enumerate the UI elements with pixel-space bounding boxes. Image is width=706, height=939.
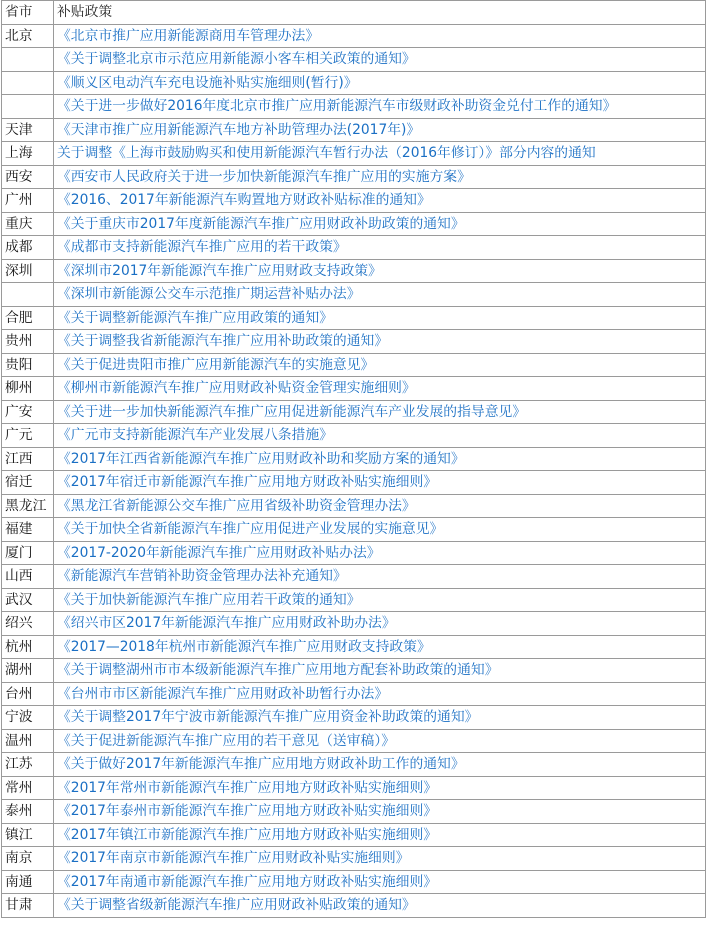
city-cell: 黑龙江 <box>2 494 54 518</box>
table-row <box>2 165 706 189</box>
city-cell <box>2 48 54 72</box>
city-cell: 深圳 <box>2 259 54 283</box>
table-row <box>2 118 706 142</box>
policy-link[interactable]: 《绍兴市区2017年新能源汽车推广应用财政补助办法》 <box>57 615 396 632</box>
table-row <box>2 847 706 871</box>
policy-link[interactable]: 《关于进一步加快新能源汽车推广应用促进新能源汽车产业发展的指导意见》 <box>57 403 527 420</box>
table-row <box>2 400 706 424</box>
policy-cell <box>54 48 706 72</box>
table-row <box>2 377 706 401</box>
policy-link[interactable]: 《2017年宿迁市新能源汽车推广应用地方财政补贴实施细则》 <box>57 474 438 491</box>
table-header-row <box>2 1 706 25</box>
city-cell: 广安 <box>2 400 54 424</box>
policy-cell <box>54 236 706 260</box>
policy-link[interactable]: 《关于加快全省新能源汽车推广应用促进产业发展的实施意见》 <box>57 521 444 538</box>
city-cell: 台州 <box>2 682 54 706</box>
policy-link[interactable]: 《关于调整湖州市市本级新能源汽车推广应用地方配套补助政策的通知》 <box>57 662 499 679</box>
table-row <box>2 142 706 166</box>
policy-link[interactable]: 《关于重庆市2017年度新能源汽车推广应用财政补助政策的通知》 <box>57 215 465 232</box>
city-cell: 甘肃 <box>2 894 54 918</box>
policy-cell <box>54 118 706 142</box>
policy-cell <box>54 95 706 119</box>
policy-link[interactable]: 《2017年镇江市新能源汽车推广应用地方财政补贴实施细则》 <box>57 826 438 843</box>
policy-cell <box>54 541 706 565</box>
table-row <box>2 471 706 495</box>
table-row <box>2 236 706 260</box>
policy-link[interactable]: 《关于调整2017年宁波市新能源汽车推广应用资金补助政策的通知》 <box>57 709 479 726</box>
policy-link[interactable]: 《新能源汽车营销补助资金管理办法补充通知》 <box>57 568 347 585</box>
policy-cell <box>54 612 706 636</box>
table-row <box>2 24 706 48</box>
city-cell: 广元 <box>2 424 54 448</box>
city-cell: 江苏 <box>2 753 54 777</box>
policy-link[interactable]: 《2017-2020年新能源汽车推广应用财政补贴办法》 <box>57 544 381 561</box>
policy-cell <box>54 823 706 847</box>
city-cell: 江西 <box>2 447 54 471</box>
table-row <box>2 48 706 72</box>
city-cell: 广州 <box>2 189 54 213</box>
table-row <box>2 682 706 706</box>
policy-link[interactable]: 《广元市支持新能源汽车产业发展八条措施》 <box>57 427 333 444</box>
policy-link[interactable]: 《关于加快新能源汽车推广应用若干政策的通知》 <box>57 591 361 608</box>
city-cell: 柳州 <box>2 377 54 401</box>
city-cell: 山西 <box>2 565 54 589</box>
city-cell <box>2 283 54 307</box>
table-row <box>2 71 706 95</box>
table-row <box>2 729 706 753</box>
city-cell: 贵阳 <box>2 353 54 377</box>
city-cell: 南通 <box>2 870 54 894</box>
policy-link[interactable]: 《2017年常州市新能源汽车推广应用地方财政补贴实施细则》 <box>57 779 438 796</box>
table-row <box>2 706 706 730</box>
policy-cell <box>54 588 706 612</box>
policy-cell <box>54 894 706 918</box>
table-row <box>2 283 706 307</box>
city-cell: 温州 <box>2 729 54 753</box>
city-cell: 绍兴 <box>2 612 54 636</box>
city-cell: 厦门 <box>2 541 54 565</box>
policy-cell <box>54 847 706 871</box>
city-cell: 南京 <box>2 847 54 871</box>
city-cell: 成都 <box>2 236 54 260</box>
city-cell: 贵州 <box>2 330 54 354</box>
policy-link[interactable]: 《北京市推广应用新能源商用车管理办法》 <box>57 27 320 44</box>
table-row <box>2 259 706 283</box>
policy-link[interactable]: 《顺义区电动汽车充电设施补贴实施细则(暂行)》 <box>57 74 358 91</box>
table-row <box>2 424 706 448</box>
policy-link[interactable]: 《2017年泰州市新能源汽车推广应用地方财政补贴实施细则》 <box>57 803 438 820</box>
city-cell: 宿迁 <box>2 471 54 495</box>
policy-link[interactable]: 《关于促进新能源汽车推广应用的若干意见（送审稿）》 <box>57 732 396 749</box>
policy-cell <box>54 71 706 95</box>
city-cell: 重庆 <box>2 212 54 236</box>
policy-link[interactable]: 《关于调整北京市示范应用新能源小客车相关政策的通知》 <box>57 51 416 68</box>
table-row <box>2 518 706 542</box>
policy-cell <box>54 353 706 377</box>
city-cell: 合肥 <box>2 306 54 330</box>
policy-cell <box>54 565 706 589</box>
table-row <box>2 894 706 918</box>
policy-link[interactable]: 《西安市人民政府关于进一步加快新能源汽车推广应用的实施方案》 <box>57 168 471 185</box>
table-row <box>2 612 706 636</box>
policy-cell <box>54 800 706 824</box>
policy-link[interactable]: 《关于调整新能源汽车推广应用政策的通知》 <box>57 309 333 326</box>
policy-cell <box>54 24 706 48</box>
city-cell: 常州 <box>2 776 54 800</box>
policy-link[interactable]: 《2017—2018年杭州市新能源汽车推广应用财政支持政策》 <box>57 638 431 655</box>
policy-link[interactable]: 《2017年江西省新能源汽车推广应用财政补助和奖励方案的通知》 <box>57 450 465 467</box>
policy-cell <box>54 259 706 283</box>
table-row <box>2 659 706 683</box>
subsidy-policy-table <box>1 0 706 918</box>
policy-link[interactable]: 《天津市推广应用新能源汽车地方补助管理办法(2017年)》 <box>57 121 421 138</box>
policy-cell <box>54 870 706 894</box>
policy-cell <box>54 165 706 189</box>
column-header-city: 省市 <box>2 1 54 25</box>
city-cell: 上海 <box>2 142 54 166</box>
table-row <box>2 330 706 354</box>
table-row <box>2 588 706 612</box>
policy-link[interactable]: 《黑龙江省新能源公交车推广应用省级补助资金管理办法》 <box>57 497 416 514</box>
policy-cell <box>54 424 706 448</box>
table-row <box>2 189 706 213</box>
table-row <box>2 447 706 471</box>
table-row <box>2 306 706 330</box>
city-cell: 福建 <box>2 518 54 542</box>
table-row <box>2 494 706 518</box>
policy-link[interactable]: 《深圳市新能源公交车示范推广期运营补贴办法》 <box>57 286 361 303</box>
city-cell: 北京 <box>2 24 54 48</box>
policy-cell <box>54 330 706 354</box>
policy-cell <box>54 212 706 236</box>
policy-link[interactable]: 《关于促进贵阳市推广应用新能源汽车的实施意见》 <box>57 356 375 373</box>
policy-link[interactable]: 《柳州市新能源汽车推广应用财政补贴资金管理实施细则》 <box>57 380 416 397</box>
policy-cell <box>54 494 706 518</box>
city-cell: 宁波 <box>2 706 54 730</box>
policy-link[interactable]: 《成都市支持新能源汽车推广应用的若干政策》 <box>57 239 347 256</box>
table-body <box>2 24 706 917</box>
policy-cell <box>54 189 706 213</box>
policy-link[interactable]: 《台州市市区新能源汽车推广应用财政补助暂行办法》 <box>57 685 389 702</box>
city-cell: 西安 <box>2 165 54 189</box>
city-cell: 武汉 <box>2 588 54 612</box>
policy-cell <box>54 682 706 706</box>
policy-cell <box>54 377 706 401</box>
policy-cell <box>54 753 706 777</box>
city-cell: 镇江 <box>2 823 54 847</box>
policy-cell <box>54 447 706 471</box>
city-cell: 湖州 <box>2 659 54 683</box>
table-row <box>2 870 706 894</box>
policy-cell <box>54 729 706 753</box>
policy-link[interactable]: 《2017年南通市新能源汽车推广应用地方财政补贴实施细则》 <box>57 873 438 890</box>
policy-cell <box>54 635 706 659</box>
policy-link[interactable]: 《关于做好2017年新能源汽车推广应用地方财政补助工作的通知》 <box>57 756 465 773</box>
table-row <box>2 541 706 565</box>
policy-cell <box>54 659 706 683</box>
policy-link[interactable]: 《关于进一步做好2016年度北京市推广应用新能源汽车市级财政补助资金兑付工作的通知》 <box>57 98 617 115</box>
table-row <box>2 353 706 377</box>
city-cell <box>2 95 54 119</box>
table-row <box>2 800 706 824</box>
city-cell: 杭州 <box>2 635 54 659</box>
table-row <box>2 95 706 119</box>
policy-cell <box>54 283 706 307</box>
city-cell <box>2 71 54 95</box>
policy-link[interactable]: 《关于调整我省新能源汽车推广应用补助政策的通知》 <box>57 333 389 350</box>
table-row <box>2 565 706 589</box>
table-row <box>2 212 706 236</box>
city-cell: 天津 <box>2 118 54 142</box>
table-row <box>2 823 706 847</box>
table-row <box>2 635 706 659</box>
table-row <box>2 753 706 777</box>
policy-cell <box>54 306 706 330</box>
policy-cell <box>54 706 706 730</box>
policy-link[interactable]: 关于调整《上海市鼓励购买和使用新能源汽车暂行办法（2016年修订）》部分内容的通知 <box>57 145 596 162</box>
table-row <box>2 776 706 800</box>
policy-link[interactable]: 《2017年南京市新能源汽车推广应用财政补贴实施细则》 <box>57 850 410 867</box>
policy-cell <box>54 400 706 424</box>
policy-link[interactable]: 《关于调整省级新能源汽车推广应用财政补贴政策的通知》 <box>57 897 416 914</box>
policy-cell <box>54 142 706 166</box>
policy-link[interactable]: 《2016、2017年新能源汽车购置地方财政补贴标准的通知》 <box>57 192 431 209</box>
column-header-policy: 补贴政策 <box>54 1 706 25</box>
policy-cell <box>54 471 706 495</box>
policy-cell <box>54 776 706 800</box>
policy-link[interactable]: 《深圳市2017年新能源汽车推广应用财政支持政策》 <box>57 262 382 279</box>
city-cell: 泰州 <box>2 800 54 824</box>
policy-cell <box>54 518 706 542</box>
